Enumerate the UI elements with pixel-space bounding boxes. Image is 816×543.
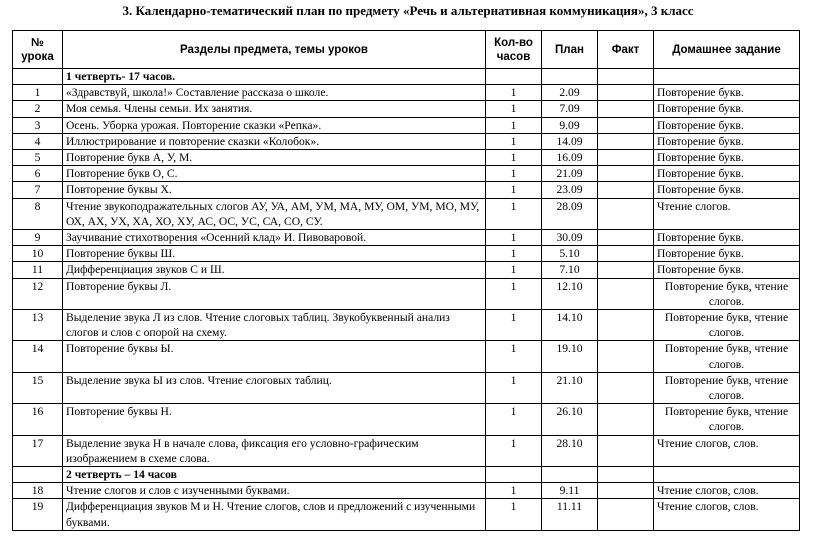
- lesson-hours: 1: [486, 150, 542, 166]
- lesson-hours: 1: [486, 262, 542, 278]
- lesson-hours: 1: [486, 341, 542, 372]
- lesson-hours: 1: [486, 278, 542, 309]
- lesson-number: 1: [13, 85, 63, 101]
- table-row: [13, 150, 800, 166]
- lesson-homework: Чтение слогов, слов.: [654, 435, 800, 466]
- lesson-homework: Повторение букв, чтение слогов.: [654, 278, 800, 309]
- lesson-hours: 1: [486, 310, 542, 341]
- lesson-hours: 1: [486, 483, 542, 499]
- lesson-plan-date: 14.09: [542, 133, 598, 149]
- table-row: [13, 85, 800, 101]
- section-num-cell: [13, 69, 63, 85]
- page-title: 3. Календарно-тематический план по предмету «Речь и альтернативная коммуникация», 3 класс: [122, 3, 694, 18]
- lesson-fact-date: [598, 278, 654, 309]
- lesson-homework: Повторение букв.: [654, 262, 800, 278]
- table-row: [13, 246, 800, 262]
- lesson-number: 6: [13, 166, 63, 182]
- section-empty-cell: [542, 467, 598, 483]
- lesson-plan-date: 9.11: [542, 483, 598, 499]
- lesson-topic: Повторение букв О, С.: [63, 166, 486, 182]
- lesson-homework: Повторение букв.: [654, 101, 800, 117]
- section-empty-cell: [598, 467, 654, 483]
- table-row: [13, 435, 800, 466]
- table-row: [13, 182, 800, 198]
- lesson-hours: 1: [486, 182, 542, 198]
- table-row: [13, 101, 800, 117]
- lesson-topic: Выделение звука Н в начале слова, фиксация его условно-графическим изображением в схеме слова.: [63, 435, 486, 466]
- header-fact: Факт: [598, 31, 654, 69]
- lesson-number: 10: [13, 246, 63, 262]
- lesson-topic: Повторение букв А, У, М.: [63, 150, 486, 166]
- lesson-fact-date: [598, 198, 654, 229]
- table-header-row: [13, 31, 800, 69]
- section-empty-cell: [486, 467, 542, 483]
- lesson-hours: 1: [486, 435, 542, 466]
- table-row: [13, 117, 800, 133]
- lesson-fact-date: [598, 230, 654, 246]
- lesson-plan-date: 2.09: [542, 85, 598, 101]
- table-row: [13, 310, 800, 341]
- lesson-plan-date: 5.10: [542, 246, 598, 262]
- lesson-hours: 1: [486, 372, 542, 403]
- section-empty-cell: [598, 69, 654, 85]
- lesson-homework: Чтение слогов, слов.: [654, 499, 800, 530]
- lesson-number: 15: [13, 372, 63, 403]
- lesson-fact-date: [598, 85, 654, 101]
- lesson-number: 19: [13, 499, 63, 530]
- lesson-topic: Выделение звука Ы из слов. Чтение слоговых таблиц.: [63, 372, 486, 403]
- lesson-number: 12: [13, 278, 63, 309]
- lesson-plan-date: 16.09: [542, 150, 598, 166]
- lesson-plan-date: 28.09: [542, 198, 598, 229]
- section-num-cell: [13, 467, 63, 483]
- lesson-fact-date: [598, 246, 654, 262]
- lesson-hours: 1: [486, 404, 542, 435]
- lesson-plan-date: 28.10: [542, 435, 598, 466]
- section-empty-cell: [542, 69, 598, 85]
- lesson-hours: 1: [486, 246, 542, 262]
- lesson-plan-date: 19.10: [542, 341, 598, 372]
- lesson-homework: Повторение букв.: [654, 182, 800, 198]
- table-row: [13, 341, 800, 372]
- header-topic: Разделы предмета, темы уроков: [63, 31, 486, 69]
- lesson-plan-table: [12, 30, 800, 531]
- lesson-hours: 1: [486, 85, 542, 101]
- lesson-plan-date: 7.09: [542, 101, 598, 117]
- table-row: [13, 278, 800, 309]
- lesson-hours: 1: [486, 198, 542, 229]
- table-row: [13, 133, 800, 149]
- lesson-fact-date: [598, 262, 654, 278]
- section-empty-cell: [654, 467, 800, 483]
- lesson-hours: 1: [486, 133, 542, 149]
- lesson-topic: Выделение звука Л из слов. Чтение слоговых таблиц. Звукобуквенный анализ слогов и слов с опорой на схему.: [63, 310, 486, 341]
- lesson-homework: Повторение букв, чтение слогов.: [654, 341, 800, 372]
- lesson-number: 3: [13, 117, 63, 133]
- lesson-homework: Повторение букв.: [654, 85, 800, 101]
- table-row: [13, 198, 800, 229]
- lesson-fact-date: [598, 483, 654, 499]
- table-row: [13, 372, 800, 403]
- lesson-homework: Повторение букв.: [654, 230, 800, 246]
- section-empty-cell: [486, 69, 542, 85]
- header-hours: Кол-во часов: [486, 31, 542, 69]
- lesson-topic: Чтение звукоподражательных слогов АУ, УА, АМ, УМ, МА, МУ, ОМ, УМ, МО, МУ, ОХ, АХ, УХ, ХА, ХО, ХУ, АС, ОС, УС, СА, СО, СУ.: [63, 198, 486, 229]
- section-empty-cell: [654, 69, 800, 85]
- lesson-fact-date: [598, 166, 654, 182]
- lesson-number: 5: [13, 150, 63, 166]
- lesson-topic: Моя семья. Члены семьи. Их занятия.: [63, 101, 486, 117]
- table-row: [13, 230, 800, 246]
- lesson-fact-date: [598, 435, 654, 466]
- lesson-number: 9: [13, 230, 63, 246]
- section-title: 2 четверть – 14 часов: [63, 467, 486, 483]
- lesson-topic: «Здравствуй, школа!» Составление рассказа о школе.: [63, 85, 486, 101]
- lesson-homework: Повторение букв, чтение слогов.: [654, 372, 800, 403]
- lesson-topic: Повторение буквы Ы.: [63, 341, 486, 372]
- lesson-homework: Повторение букв.: [654, 117, 800, 133]
- lesson-hours: 1: [486, 230, 542, 246]
- lesson-fact-date: [598, 117, 654, 133]
- lesson-fact-date: [598, 499, 654, 530]
- lesson-plan-date: 23.09: [542, 182, 598, 198]
- lesson-homework: Чтение слогов, слов.: [654, 483, 800, 499]
- lesson-plan-date: 11.11: [542, 499, 598, 530]
- lesson-plan-date: 12.10: [542, 278, 598, 309]
- lesson-number: 18: [13, 483, 63, 499]
- lesson-plan-date: 9.09: [542, 117, 598, 133]
- lesson-topic: Заучивание стихотворения «Осенний клад» И. Пивоваровой.: [63, 230, 486, 246]
- section-row: [13, 467, 800, 483]
- header-plan: План: [542, 31, 598, 69]
- lesson-topic: Дифференциация звуков М и Н. Чтение слогов, слов и предложений с изученными буквами.: [63, 499, 486, 530]
- lesson-fact-date: [598, 182, 654, 198]
- lesson-topic: Осень. Уборка урожая. Повторение сказки «Репка».: [63, 117, 486, 133]
- lesson-plan-date: 26.10: [542, 404, 598, 435]
- lesson-number: 4: [13, 133, 63, 149]
- header-homework: Домашнее задание: [654, 31, 800, 69]
- lesson-homework: Повторение букв, чтение слогов.: [654, 404, 800, 435]
- header-num: № урока: [13, 31, 63, 69]
- lesson-homework: Повторение букв, чтение слогов.: [654, 310, 800, 341]
- section-row: [13, 69, 800, 85]
- lesson-plan-date: 21.10: [542, 372, 598, 403]
- lesson-hours: 1: [486, 499, 542, 530]
- lesson-homework: Чтение слогов.: [654, 198, 800, 229]
- lesson-number: 11: [13, 262, 63, 278]
- lesson-number: 2: [13, 101, 63, 117]
- lesson-number: 17: [13, 435, 63, 466]
- lesson-fact-date: [598, 372, 654, 403]
- section-title: 1 четверть- 17 часов.: [63, 69, 486, 85]
- lesson-number: 16: [13, 404, 63, 435]
- lesson-homework: Повторение букв.: [654, 166, 800, 182]
- lesson-topic: Повторение буквы Л.: [63, 278, 486, 309]
- lesson-hours: 1: [486, 117, 542, 133]
- lesson-hours: 1: [486, 166, 542, 182]
- lesson-topic: Повторение буквы Н.: [63, 404, 486, 435]
- lesson-fact-date: [598, 150, 654, 166]
- lesson-homework: Повторение букв.: [654, 133, 800, 149]
- lesson-fact-date: [598, 341, 654, 372]
- lesson-topic: Повторение буквы Х.: [63, 182, 486, 198]
- lesson-plan-date: 21.09: [542, 166, 598, 182]
- table-row: [13, 166, 800, 182]
- lesson-plan-date: 30.09: [542, 230, 598, 246]
- table-row: [13, 262, 800, 278]
- lesson-hours: 1: [486, 101, 542, 117]
- lesson-number: 7: [13, 182, 63, 198]
- lesson-homework: Повторение букв.: [654, 246, 800, 262]
- lesson-fact-date: [598, 310, 654, 341]
- lesson-number: 13: [13, 310, 63, 341]
- lesson-number: 14: [13, 341, 63, 372]
- lesson-topic: Иллюстрирование и повторение сказки «Колобок».: [63, 133, 486, 149]
- table-row: [13, 499, 800, 530]
- table-body: [13, 69, 800, 531]
- table-row: [13, 483, 800, 499]
- lesson-fact-date: [598, 101, 654, 117]
- lesson-number: 8: [13, 198, 63, 229]
- lesson-fact-date: [598, 133, 654, 149]
- lesson-plan-date: 14.10: [542, 310, 598, 341]
- lesson-homework: Повторение букв.: [654, 150, 800, 166]
- table-row: [13, 404, 800, 435]
- lesson-topic: Повторение буквы Ш.: [63, 246, 486, 262]
- lesson-plan-date: 7.10: [542, 262, 598, 278]
- lesson-topic: Чтение слогов и слов с изученными буквами.: [63, 483, 486, 499]
- lesson-fact-date: [598, 404, 654, 435]
- lesson-topic: Дифференциация звуков С и Ш.: [63, 262, 486, 278]
